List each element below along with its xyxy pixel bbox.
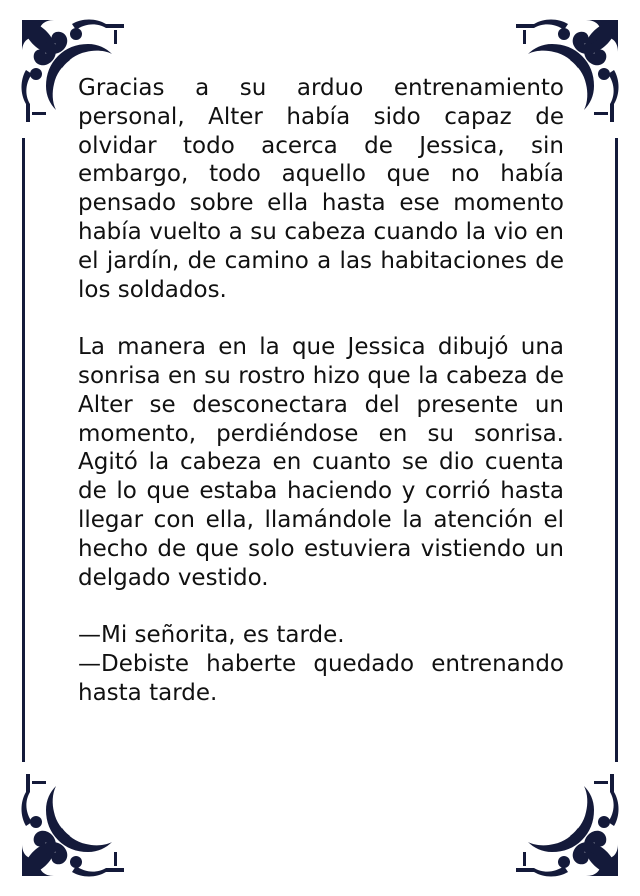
story-text — [78, 74, 564, 708]
paragraph: Gracias a su arduo entrenamiento personal, Alter había sido capaz de olvidar todo acerca de Jessica, sin embargo, todo aquello que no había pensado sobre ella hasta ese momento había vuelto a su cabeza cuando la vio en el jardín, de camino a las habitaciones de los soldados. — [78, 75, 564, 303]
corner-ornament-bottom-left-icon — [14, 764, 134, 884]
frame-left-line — [22, 138, 25, 762]
paragraph: La manera en la que Jessica dibujó una sonrisa en su rostro hizo que la cabeza de Alter se desconectara del presente un momento, perdiéndose en su sonrisa. Agitó la cabeza en cuanto se dio cuenta de lo que estaba haciendo y corrió hasta llegar con ella, llamándole la atención el hecho de que solo estuviera vistiendo un delgado vestido. — [78, 334, 564, 591]
corner-ornament-bottom-right-icon — [506, 764, 626, 884]
dialogue-line: —Mi señorita, es tarde. — [78, 622, 345, 649]
frame-right-line — [615, 138, 618, 762]
dialogue-line: —Debiste haberte quedado entrenando hasta tarde. — [78, 650, 564, 706]
